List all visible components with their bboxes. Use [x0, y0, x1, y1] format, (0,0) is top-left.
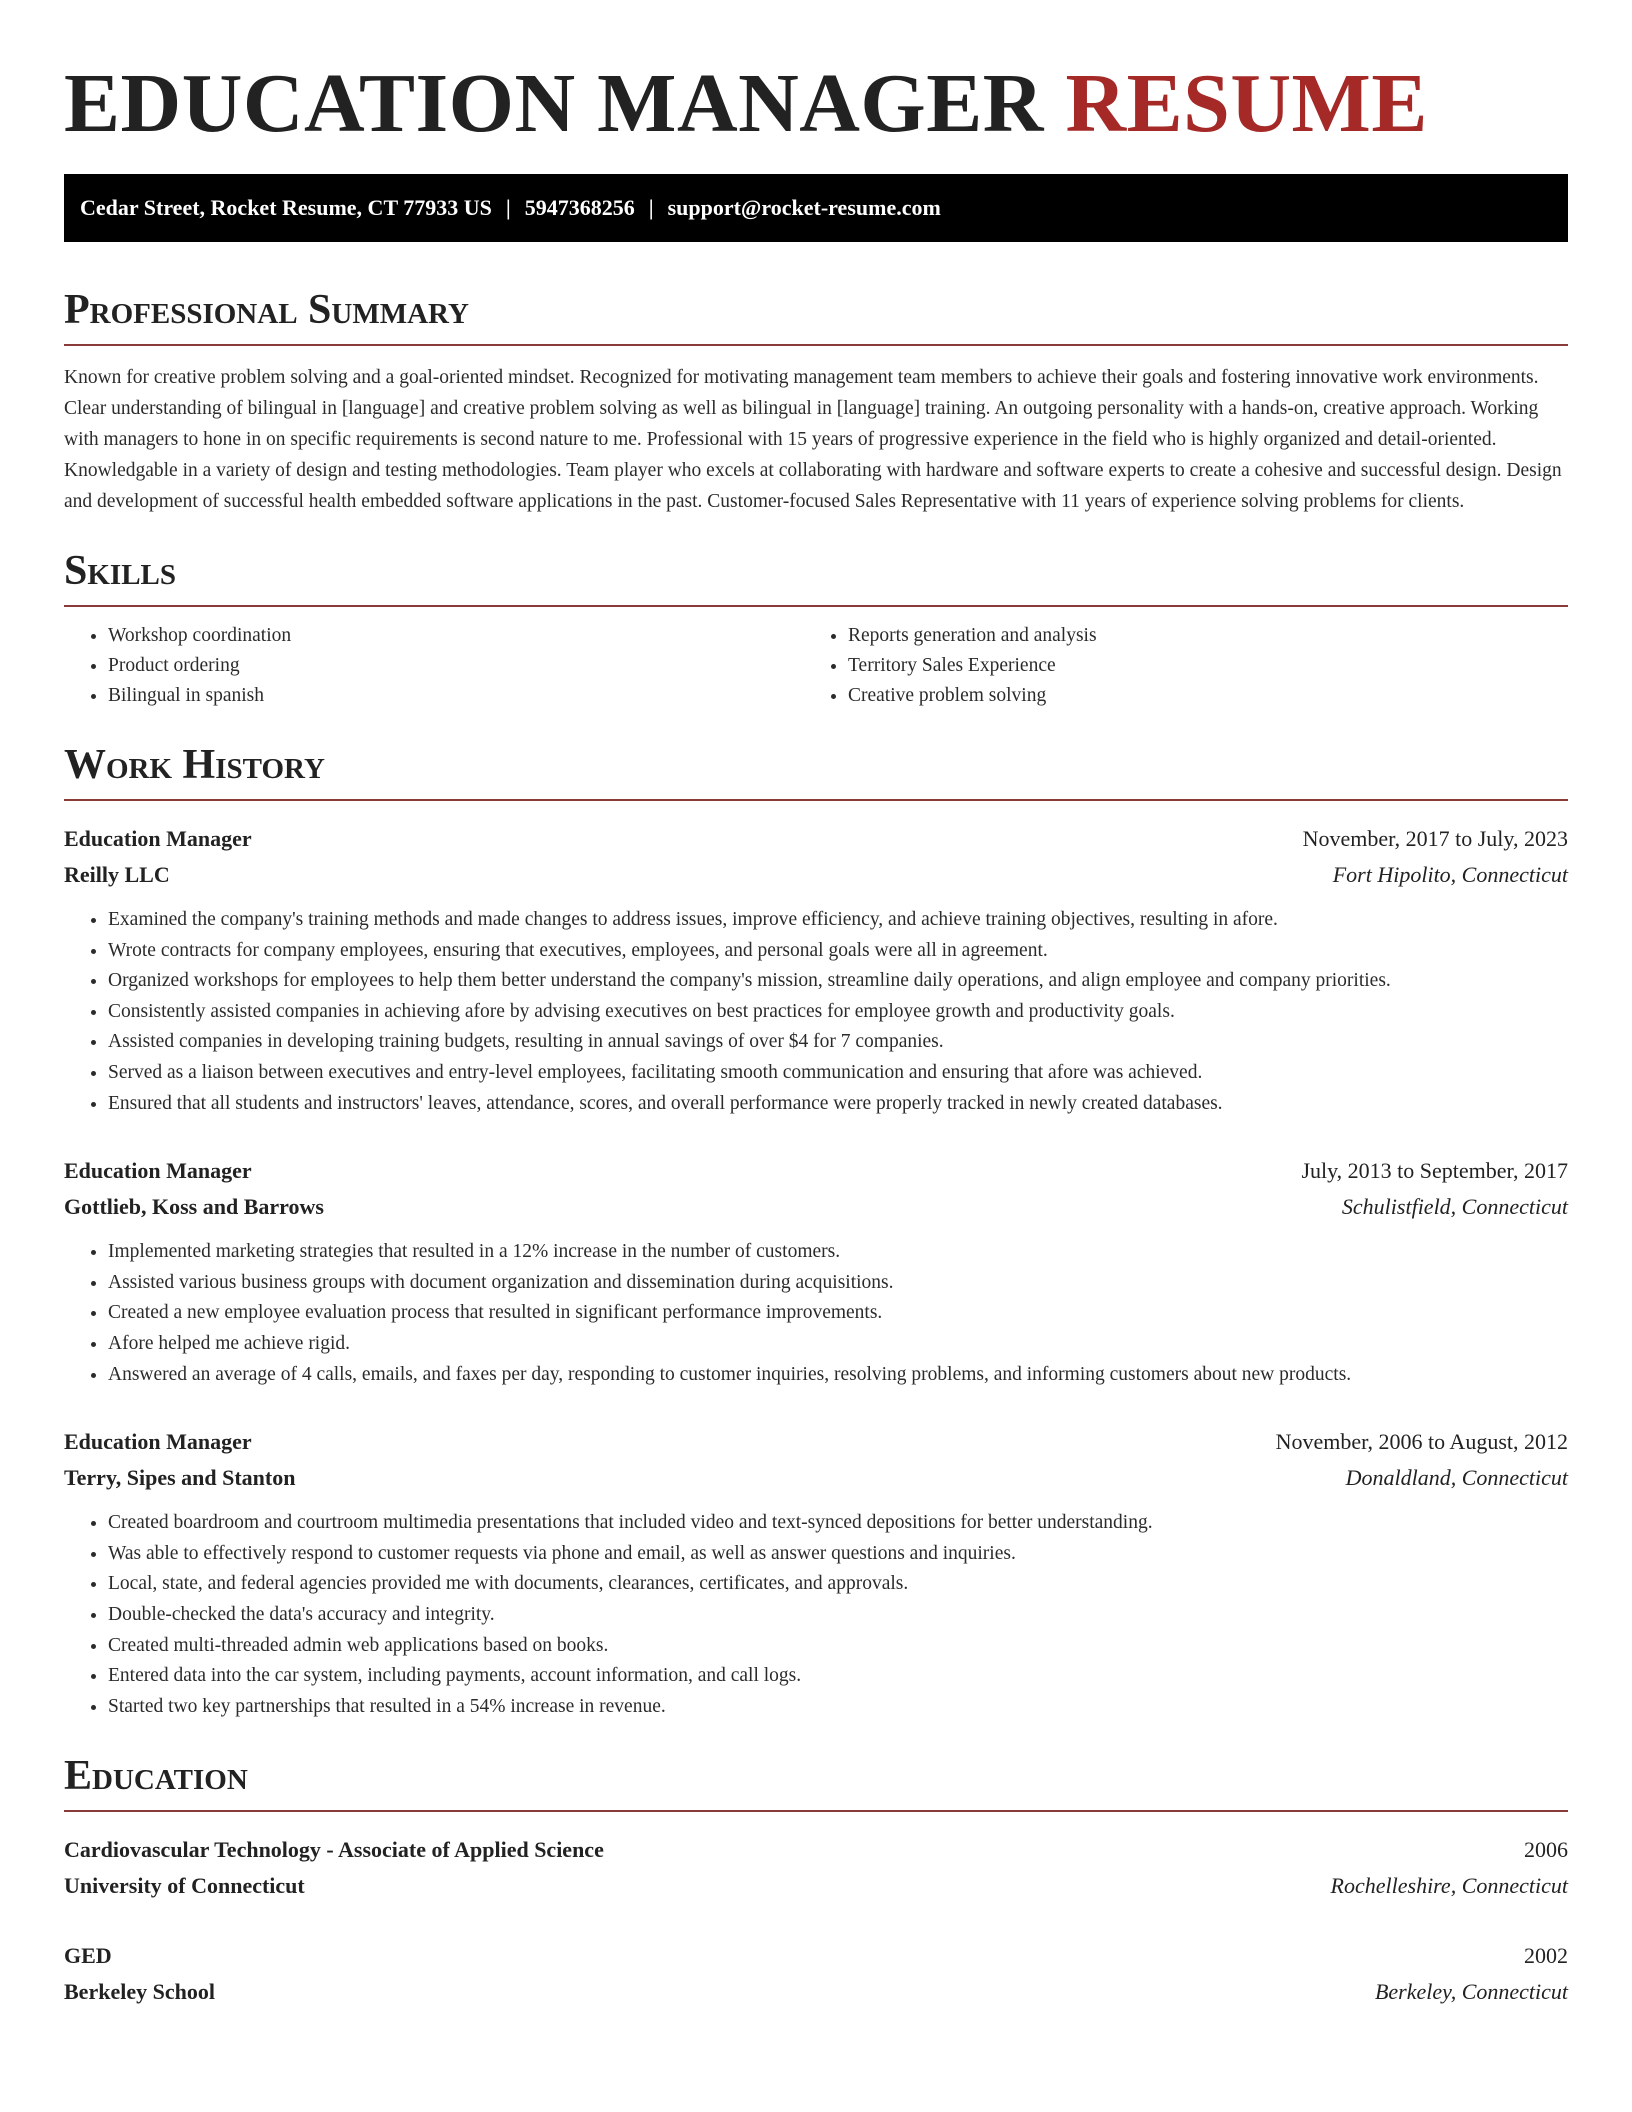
job-bullet: • Examined the company's training methods and made changes to address issues, improve efficiency, and achieve training objectives, resulting in afore.	[108, 905, 1568, 936]
job-header-row	[64, 1424, 1568, 1460]
job-bullet: • Was able to effectively respond to customer requests via phone and email, as well as answer questions and inquiries.	[108, 1539, 1568, 1570]
job-bullet: • Wrote contracts for company employees, ensuring that executives, employees, and personal goals were all in agreement.	[108, 936, 1568, 967]
job-location: Fort Hipolito, Connecticut	[1332, 862, 1568, 887]
job-bullet: • Double-checked the data's accuracy and integrity.	[108, 1600, 1568, 1631]
skills-heading: Skills	[64, 547, 1568, 607]
job-bullet: • Assisted companies in developing training budgets, resulting in annual savings of over $4 for 7 companies.	[108, 1027, 1568, 1058]
education-location: Rochelleshire, Connecticut	[1330, 1873, 1568, 1899]
title-main: EDUCATION MANAGER	[64, 57, 1044, 150]
skills-column-left	[64, 621, 804, 711]
job-location: Donaldland, Connecticut	[1345, 1465, 1568, 1491]
job-bullet: • Answered an average of 4 calls, emails, and faxes per day, responding to customer inquiries, resolving problems, and informing customers about new products.	[108, 1360, 1568, 1391]
contact-separator: |	[648, 195, 654, 220]
job-bullet: • Started two key partnerships that resulted in a 54% increase in revenue.	[108, 1692, 1568, 1723]
job-bullet: • Created a new employee evaluation process that resulted in significant performance improvements.	[108, 1298, 1568, 1329]
summary-text: Known for creative problem solving and a goal-oriented mindset. Recognized for motivating management team members to achieve their goals and fostering innovative work environments. Clear understanding of bilingual in [language] and creative problem solving as well as bilingual in [language] training. An outgoing personality with a hands-on, creative approach. Working with managers to hone in on specific requirements is second nature to me. Professional with 15 years of progressive experience in the field who is highly organized and detail-oriented. Knowledgable in a variety of design and testing methodologies. Team player who excels at collaborating with hardware and software experts to create a cohesive and successful design. Design and development of successful health embedded software applications in the past. Customer-focused Sales Representative with 11 years of experience solving problems for clients.	[64, 367, 1562, 512]
job-bullet: • Served as a liaison between executives and entry-level employees, facilitating smooth communication and ensuring that afore was achieved.	[108, 1058, 1568, 1089]
job-bullet: • Created boardroom and courtroom multimedia presentations that included video and text-synced depositions for better understanding.	[108, 1508, 1568, 1539]
resume-title	[64, 58, 1568, 150]
job-company: Gottlieb, Koss and Barrows	[64, 1194, 324, 1220]
job-company: Reilly LLC	[64, 862, 170, 887]
education-school-row	[64, 1868, 1568, 1904]
skill-item: • Territory Sales Experience	[848, 651, 1544, 681]
education-location: Berkeley, Connecticut	[1374, 1979, 1568, 2005]
work-history-heading: Work History	[64, 741, 1568, 801]
job-header-row	[64, 821, 1568, 857]
title-accent: RESUME	[1065, 57, 1428, 150]
job-company-row	[64, 1460, 1568, 1496]
job-bullets	[64, 1237, 1568, 1390]
job-title: Education Manager	[64, 1429, 252, 1455]
skills-list	[64, 621, 1568, 711]
job-company: Terry, Sipes and Stanton	[64, 1465, 296, 1491]
job-bullet: • Entered data into the car system, including payments, account information, and call logs.	[108, 1661, 1568, 1692]
job-bullet: • Assisted various business groups with document organization and dissemination during acquisitions.	[108, 1268, 1568, 1299]
job-title: Education Manager	[64, 1158, 252, 1184]
job-entry	[64, 1424, 1568, 1722]
education-school-row	[64, 1974, 1568, 2010]
skill-item: • Bilingual in spanish	[108, 681, 804, 711]
education-entry	[64, 1832, 1568, 1904]
education-year: 2006	[1524, 1837, 1568, 1863]
contact-phone: 5947368256	[524, 195, 635, 220]
job-bullet: • Afore helped me achieve rigid.	[108, 1329, 1568, 1360]
job-company-row	[64, 1189, 1568, 1225]
job-dates: July, 2013 to September, 2017	[1301, 1158, 1568, 1184]
job-dates: November, 2006 to August, 2012	[1275, 1429, 1568, 1455]
skills-column-right	[804, 621, 1544, 711]
job-location: Schulistfield, Connecticut	[1341, 1194, 1568, 1220]
skill-item: • Product ordering	[108, 651, 804, 681]
summary-heading: Professional Summary	[64, 286, 1568, 346]
education-degree-row	[64, 1832, 1568, 1868]
job-bullet: • Organized workshops for employees to help them better understand the company's mission, streamline daily operations, and align employee and company priorities.	[108, 966, 1568, 997]
job-bullet: • Ensured that all students and instructors' leaves, attendance, scores, and overall performance were properly tracked in newly created databases.	[108, 1089, 1568, 1120]
job-dates: November, 2017 to July, 2023	[1302, 826, 1568, 851]
contact-address: Cedar Street, Rocket Resume, CT 77933 US	[80, 195, 492, 220]
skill-item: • Creative problem solving	[848, 681, 1544, 711]
job-company-row	[64, 857, 1568, 893]
education-heading: Education	[64, 1752, 1568, 1812]
job-bullet: • Consistently assisted companies in achieving afore by advising executives on best practices for employee growth and productivity goals.	[108, 997, 1568, 1028]
education-degree-row	[64, 1938, 1568, 1974]
contact-email: support@rocket-resume.com	[667, 195, 941, 220]
job-bullet: • Created multi-threaded admin web applications based on books.	[108, 1631, 1568, 1662]
education-entry	[64, 1938, 1568, 2010]
job-entry	[64, 821, 1568, 1119]
skill-item: • Workshop coordination	[108, 621, 804, 651]
job-bullet: • Implemented marketing strategies that resulted in a 12% increase in the number of customers.	[108, 1237, 1568, 1268]
education-school: Berkeley School	[64, 1979, 215, 2005]
education-degree: Cardiovascular Technology - Associate of Applied Science	[64, 1837, 604, 1863]
contact-separator: |	[505, 195, 511, 220]
education-school: University of Connecticut	[64, 1873, 305, 1899]
education-year: 2002	[1524, 1943, 1568, 1969]
resume-page	[64, 0, 1568, 2010]
job-entry	[64, 1153, 1568, 1390]
job-header-row	[64, 1153, 1568, 1189]
education-degree: GED	[64, 1943, 112, 1969]
job-bullet: • Local, state, and federal agencies provided me with documents, clearances, certificates, and approvals.	[108, 1569, 1568, 1600]
job-bullets	[64, 905, 1568, 1119]
job-title: Education Manager	[64, 826, 252, 851]
contact-bar	[64, 174, 1568, 242]
job-bullets	[64, 1508, 1568, 1722]
skill-item: • Reports generation and analysis	[848, 621, 1544, 651]
